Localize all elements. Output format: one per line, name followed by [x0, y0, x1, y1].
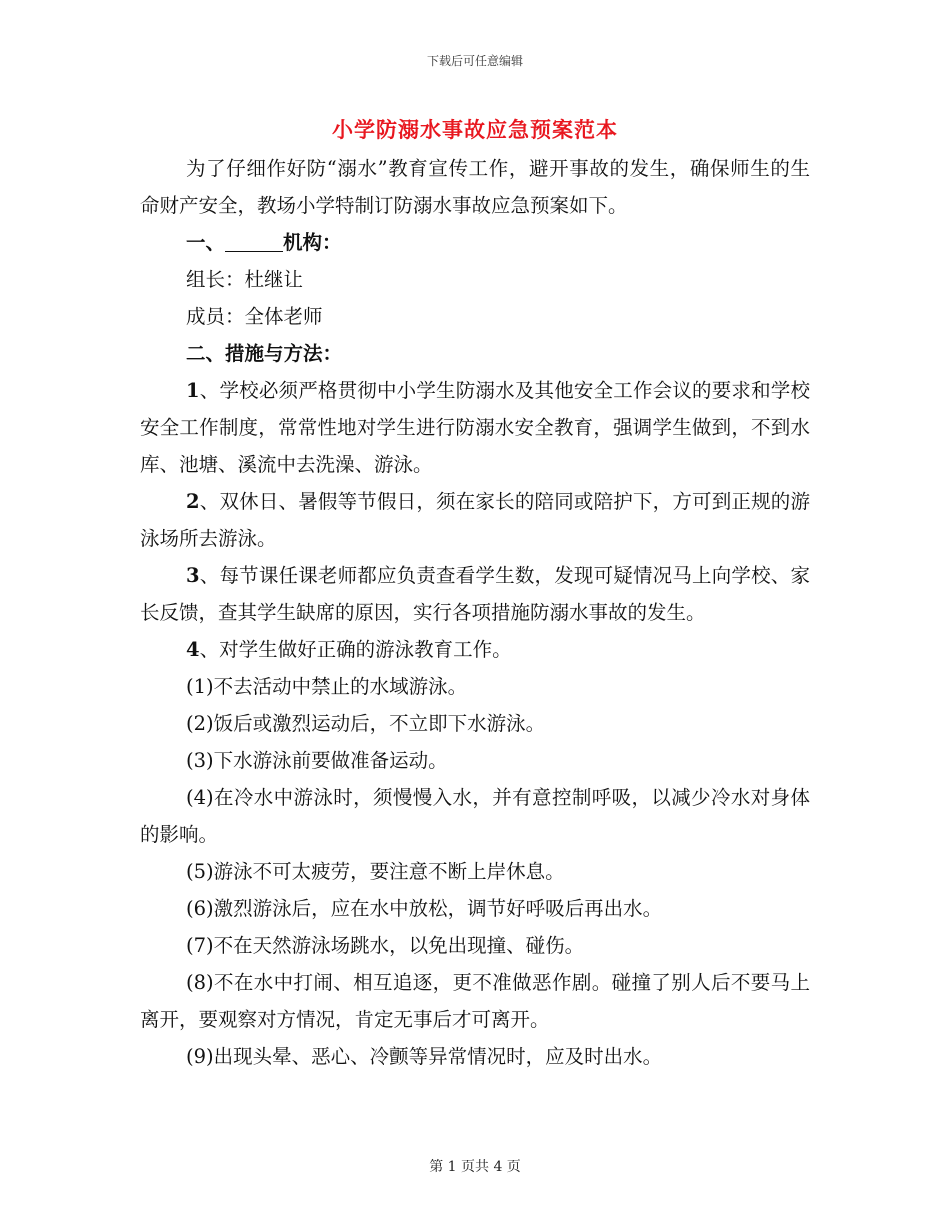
sub-item-number: (6) [186, 897, 214, 920]
list-item [140, 483, 810, 557]
sub-item-number: (5) [186, 860, 214, 883]
members-line: 成员：全体老师 [186, 305, 323, 328]
item-text: 、每节课任课老师都应负责查看学生数，发现可疑情况马上向学校、家长反馈，查其学生缺席的原因，实行各项措施防溺水事故的发生。 [140, 564, 810, 624]
section-heading-measures: 二、措施与方法： [186, 342, 343, 365]
sub-list-item [140, 927, 810, 964]
sub-list-item [140, 964, 810, 1038]
blank-underline [225, 231, 283, 252]
sub-list-item [140, 853, 810, 890]
sub-item-text: 出现头晕、恶心、冷颤等异常情况时，应及时出水。 [213, 1045, 663, 1068]
item-text: 、对学生做好正确的游泳教育工作。 [199, 638, 512, 661]
sub-item-number: (7) [186, 934, 214, 957]
sub-item-text: 不在天然游泳场跳水，以免出现撞、碰伤。 [213, 934, 585, 957]
item-number: 3 [186, 564, 200, 587]
intro-paragraph: 为了仔细作好防“溺水”教育宣传工作，避开事故的发生，确保师生的生命财产安全，教场小学特制订防溺水事故应急预案如下。 [140, 157, 810, 217]
sub-list-item [140, 705, 810, 742]
leader-line: 组长：杜继让 [186, 268, 304, 291]
sub-list-item [140, 890, 810, 927]
sub-item-number: (1) [186, 675, 214, 698]
sub-item-text: 激烈游泳后，应在水中放松，调节好呼吸后再出水。 [213, 897, 663, 920]
sub-list-item [140, 779, 810, 853]
sub-item-text: 游泳不可太疲劳，要注意不断上岸休息。 [213, 860, 565, 883]
item-text: 、双休日、暑假等节假日，须在家长的陪同或陪护下，方可到正规的游泳场所去游泳。 [140, 490, 810, 550]
sub-item-text: 不去活动中禁止的水域游泳。 [213, 675, 468, 698]
sub-item-number: (9) [186, 1045, 214, 1068]
page-footer: 第 1 页共 4 页 [429, 1159, 521, 1175]
sub-item-text: 在冷水中游泳时，须慢慢入水，并有意控制呼吸，以减少冷水对身体的影响。 [140, 786, 810, 846]
section-suffix: 机构： [283, 231, 342, 254]
sub-list-item [140, 742, 810, 779]
document-body [140, 150, 810, 1075]
sub-item-text: 不在水中打闹、相互追逐，更不准做恶作剧。碰撞了别人后不要马上离开，要观察对方情况，肯定无事后才可离开。 [140, 971, 810, 1031]
list-item [140, 372, 810, 483]
sub-item-text: 饭后或激烈运动后，不立即下水游泳。 [213, 712, 546, 735]
sub-item-number: (4) [186, 786, 214, 809]
page-header: 下载后可任意编辑 [426, 54, 523, 68]
document-title: 小学防溺水事故应急预案范本 [332, 118, 618, 142]
sub-list-item [140, 668, 810, 705]
sub-item-number: (2) [186, 712, 214, 735]
sub-list-item [140, 1038, 810, 1075]
item-number: 1 [186, 379, 200, 402]
sub-item-number: (3) [186, 749, 214, 772]
item-number: 4 [186, 638, 200, 661]
item-number: 2 [186, 490, 200, 513]
item-text: 、学校必须严格贯彻中小学生防溺水及其他安全工作会议的要求和学校安全工作制度，常常性地对学生进行防溺水安全教育，强调学生做到，不到水库、池塘、溪流中去洗澡、游泳。 [140, 379, 810, 476]
sub-item-text: 下水游泳前要做准备运动。 [213, 749, 448, 772]
section-heading-organization [140, 224, 810, 261]
list-item [140, 557, 810, 631]
list-item [140, 631, 810, 668]
section-prefix: 一、 [186, 231, 226, 254]
sub-item-number: (8) [186, 971, 214, 994]
